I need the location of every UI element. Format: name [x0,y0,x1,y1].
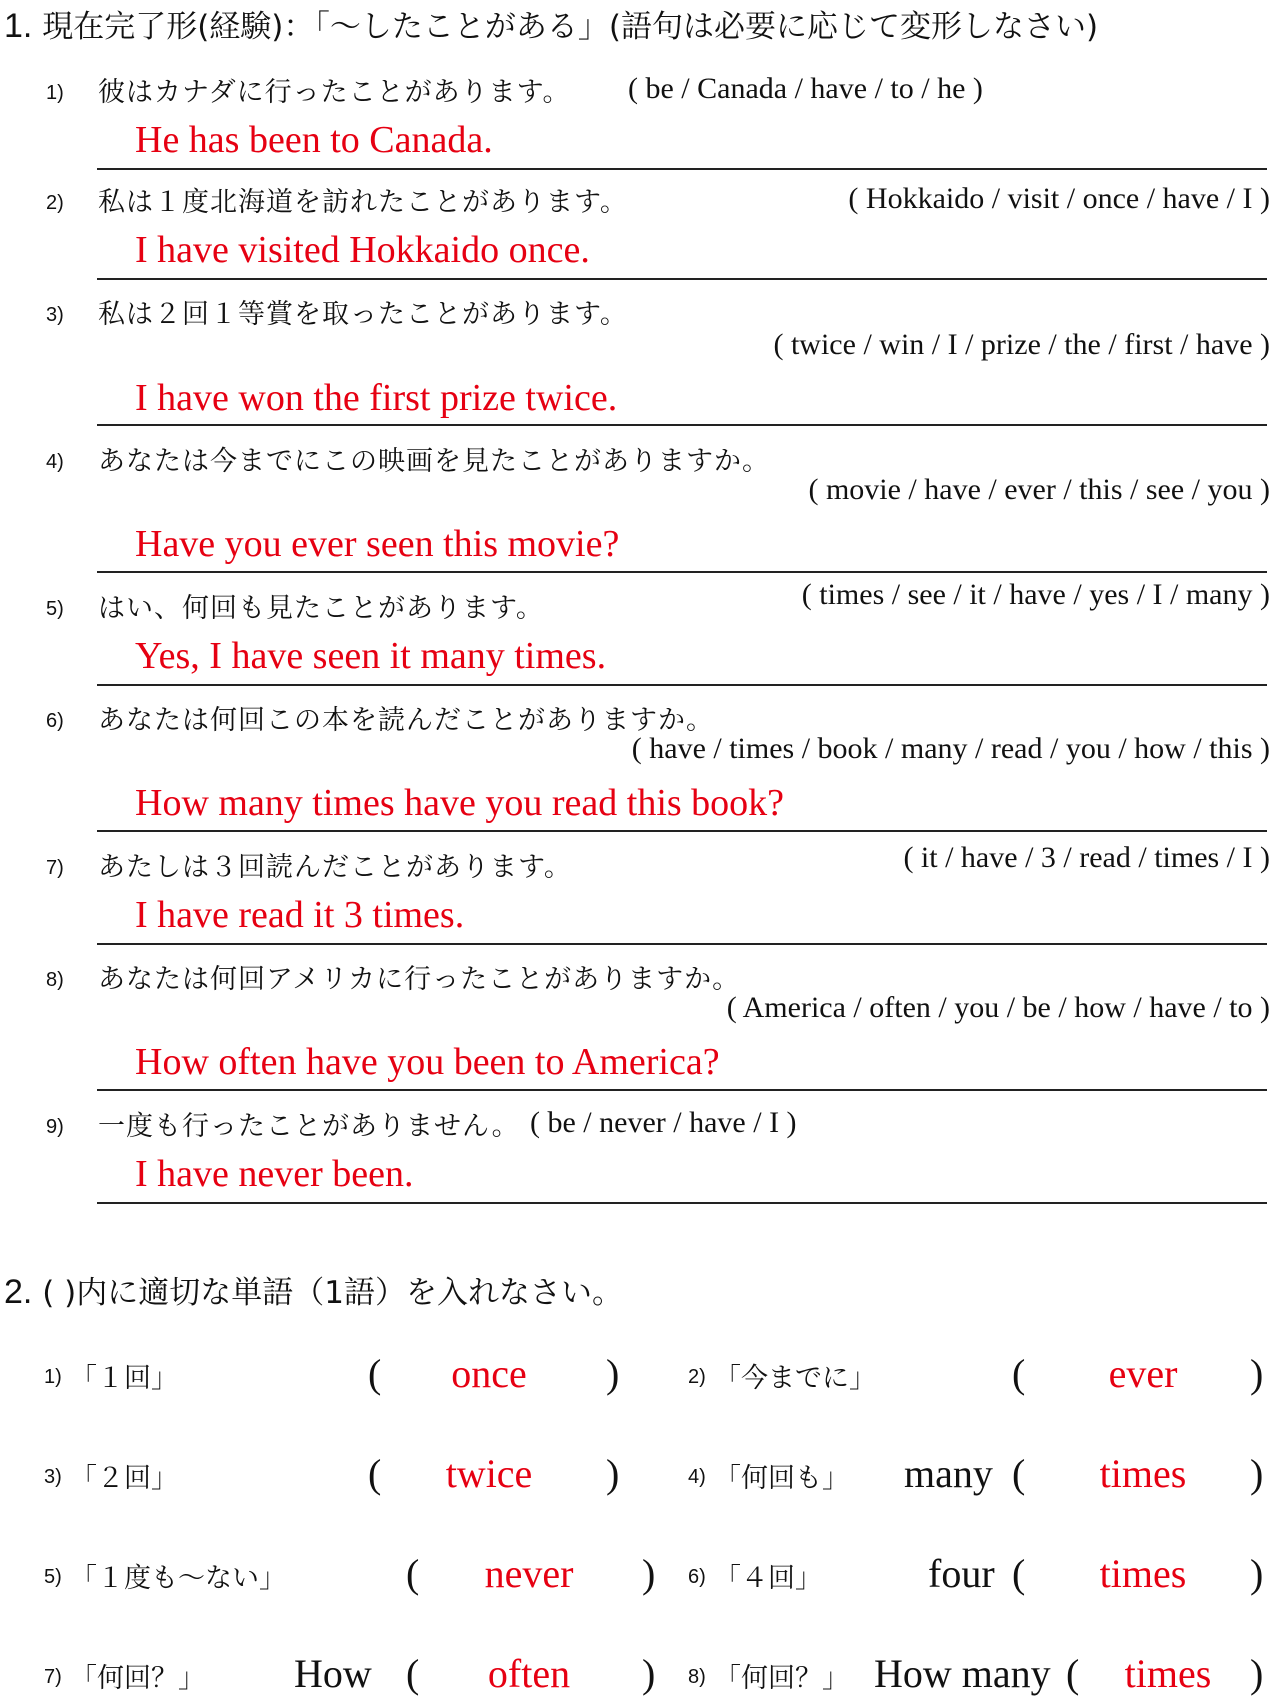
fill-answer: often [487,1651,571,1696]
section2-title [4,1270,623,1315]
item-label: 「何回？」 [70,1663,205,1694]
answer-line [97,943,1267,945]
vocab-item-3 [44,1450,644,1506]
item-label: 「１度も～ない」 [70,1563,286,1594]
vocab-item-5 [44,1550,664,1606]
answer-text: I have won the first prize twice. [135,377,618,419]
close-paren: ) [642,1651,656,1696]
answer-line [97,684,1267,686]
close-paren: ) [1250,1551,1264,1596]
fill-answer: times [1099,1551,1187,1596]
open-paren: ( [406,1651,420,1696]
close-paren: ) [606,1351,620,1396]
item-prefix: How [294,1651,372,1696]
vocab-item-2 [688,1350,1268,1406]
item-number: 7) [44,1666,62,1688]
answer-text: I have visited Hokkaido once. [135,229,590,271]
vocab-item-8 [688,1650,1268,1706]
fill-answer: twice [445,1451,533,1496]
question-japanese: 彼はカナダに行ったことがあります。 [98,77,571,108]
question-japanese: あなたは何回アメリカに行ったことがありますか。 [98,964,741,995]
open-paren: ( [1066,1651,1080,1696]
word-bank: ( it / have / 3 / read / times / I ) [903,841,1270,874]
question-number: 4) [46,451,64,473]
answer-line [97,1089,1267,1091]
vocab-item-1 [44,1350,644,1406]
close-paren: ) [1250,1451,1264,1496]
question-japanese: 私は２回１等賞を取ったことがあります。 [98,299,628,330]
answer-text: Have you ever seen this movie? [135,523,620,565]
open-paren: ( [406,1551,420,1596]
word-bank: ( have / times / book / many / read / you / how / this ) [631,732,1270,765]
item-number: 2) [688,1366,706,1388]
question-japanese: はい、何回も見たことがあります。 [98,593,544,624]
question-number: 1) [46,82,64,104]
question-number: 6) [46,710,64,732]
section2-number: 2. [4,1273,33,1311]
answer-text: I have read it 3 times. [135,894,465,936]
fill-answer: ever [1108,1351,1178,1396]
question-number: 5) [46,598,64,620]
question-number: 3) [46,304,64,326]
answer-line [97,424,1267,426]
word-bank: ( twice / win / I / prize / the / first / have ) [773,328,1270,361]
answer-text: He has been to Canada. [135,119,493,161]
word-bank: ( be / never / have / I ) [530,1106,797,1139]
fill-answer: times [1099,1451,1187,1496]
item-label: 「今までに」 [714,1363,876,1394]
section1-title-text: 現在完了形(経験)：「～したことがある」(語句は必要に応じて変形しなさい) [42,9,1099,45]
fill-answer: times [1124,1651,1212,1696]
question-number: 9) [46,1116,64,1138]
item-prefix: many [904,1451,993,1496]
question-japanese: あなたは何回この本を読んだことがありますか。 [98,705,714,736]
answer-line [97,571,1267,573]
close-paren: ) [606,1451,620,1496]
item-label: 「１回」 [70,1363,178,1394]
item-number: 5) [44,1566,62,1588]
answer-text: How many times have you read this book? [135,782,785,824]
item-prefix: How many [874,1651,1051,1696]
question-japanese: 一度も行ったことがありません。 [98,1111,520,1142]
item-prefix: four [928,1551,995,1596]
question-number: 8) [46,969,64,991]
section1-title [4,4,1098,49]
word-bank: ( Hokkaido / visit / once / have / I ) [848,182,1270,215]
item-label: 「４回」 [714,1563,822,1594]
item-label: 「２回」 [70,1463,178,1494]
answer-line [97,278,1267,280]
close-paren: ) [1250,1651,1264,1696]
item-number: 3) [44,1466,62,1488]
item-number: 6) [688,1566,706,1588]
vocab-item-4 [688,1450,1268,1506]
fill-answer: never [484,1551,574,1596]
answer-text: How often have you been to America? [135,1041,720,1083]
section2-title-text: ( )内に適切な単語（1語）を入れなさい。 [42,1275,623,1311]
vocab-item-7 [44,1650,664,1706]
question-number: 7) [46,857,64,879]
word-bank: ( movie / have / ever / this / see / you ) [808,473,1270,506]
answer-line [97,168,1267,170]
open-paren: ( [368,1451,382,1496]
item-label: 「何回？」 [714,1663,849,1694]
question-number: 2) [46,192,64,214]
answer-text: Yes, I have seen it many times. [135,635,607,677]
item-number: 1) [44,1366,62,1388]
question-japanese: あなたは今までにこの映画を見たことがありますか。 [98,446,770,477]
answer-line [97,1202,1267,1204]
open-paren: ( [368,1351,382,1396]
open-paren: ( [1012,1551,1026,1596]
word-bank: ( be / Canada / have / to / he ) [628,72,983,105]
answer-text: I have never been. [135,1153,414,1195]
item-number: 8) [688,1666,706,1688]
item-label: 「何回も」 [714,1463,849,1494]
word-bank: ( America / often / you / be / how / have / to ) [726,991,1270,1024]
question-japanese: 私は１度北海道を訪れたことがあります。 [98,187,628,218]
section1-number: 1. [4,7,33,45]
item-number: 4) [688,1466,706,1488]
close-paren: ) [1250,1351,1264,1396]
question-japanese: あたしは３回読んだことがあります。 [98,852,572,883]
open-paren: ( [1012,1451,1026,1496]
fill-answer: once [451,1351,527,1396]
answer-line [97,830,1267,832]
vocab-item-6 [688,1550,1268,1606]
close-paren: ) [642,1551,656,1596]
word-bank: ( times / see / it / have / yes / I / many ) [801,578,1270,611]
open-paren: ( [1012,1351,1026,1396]
